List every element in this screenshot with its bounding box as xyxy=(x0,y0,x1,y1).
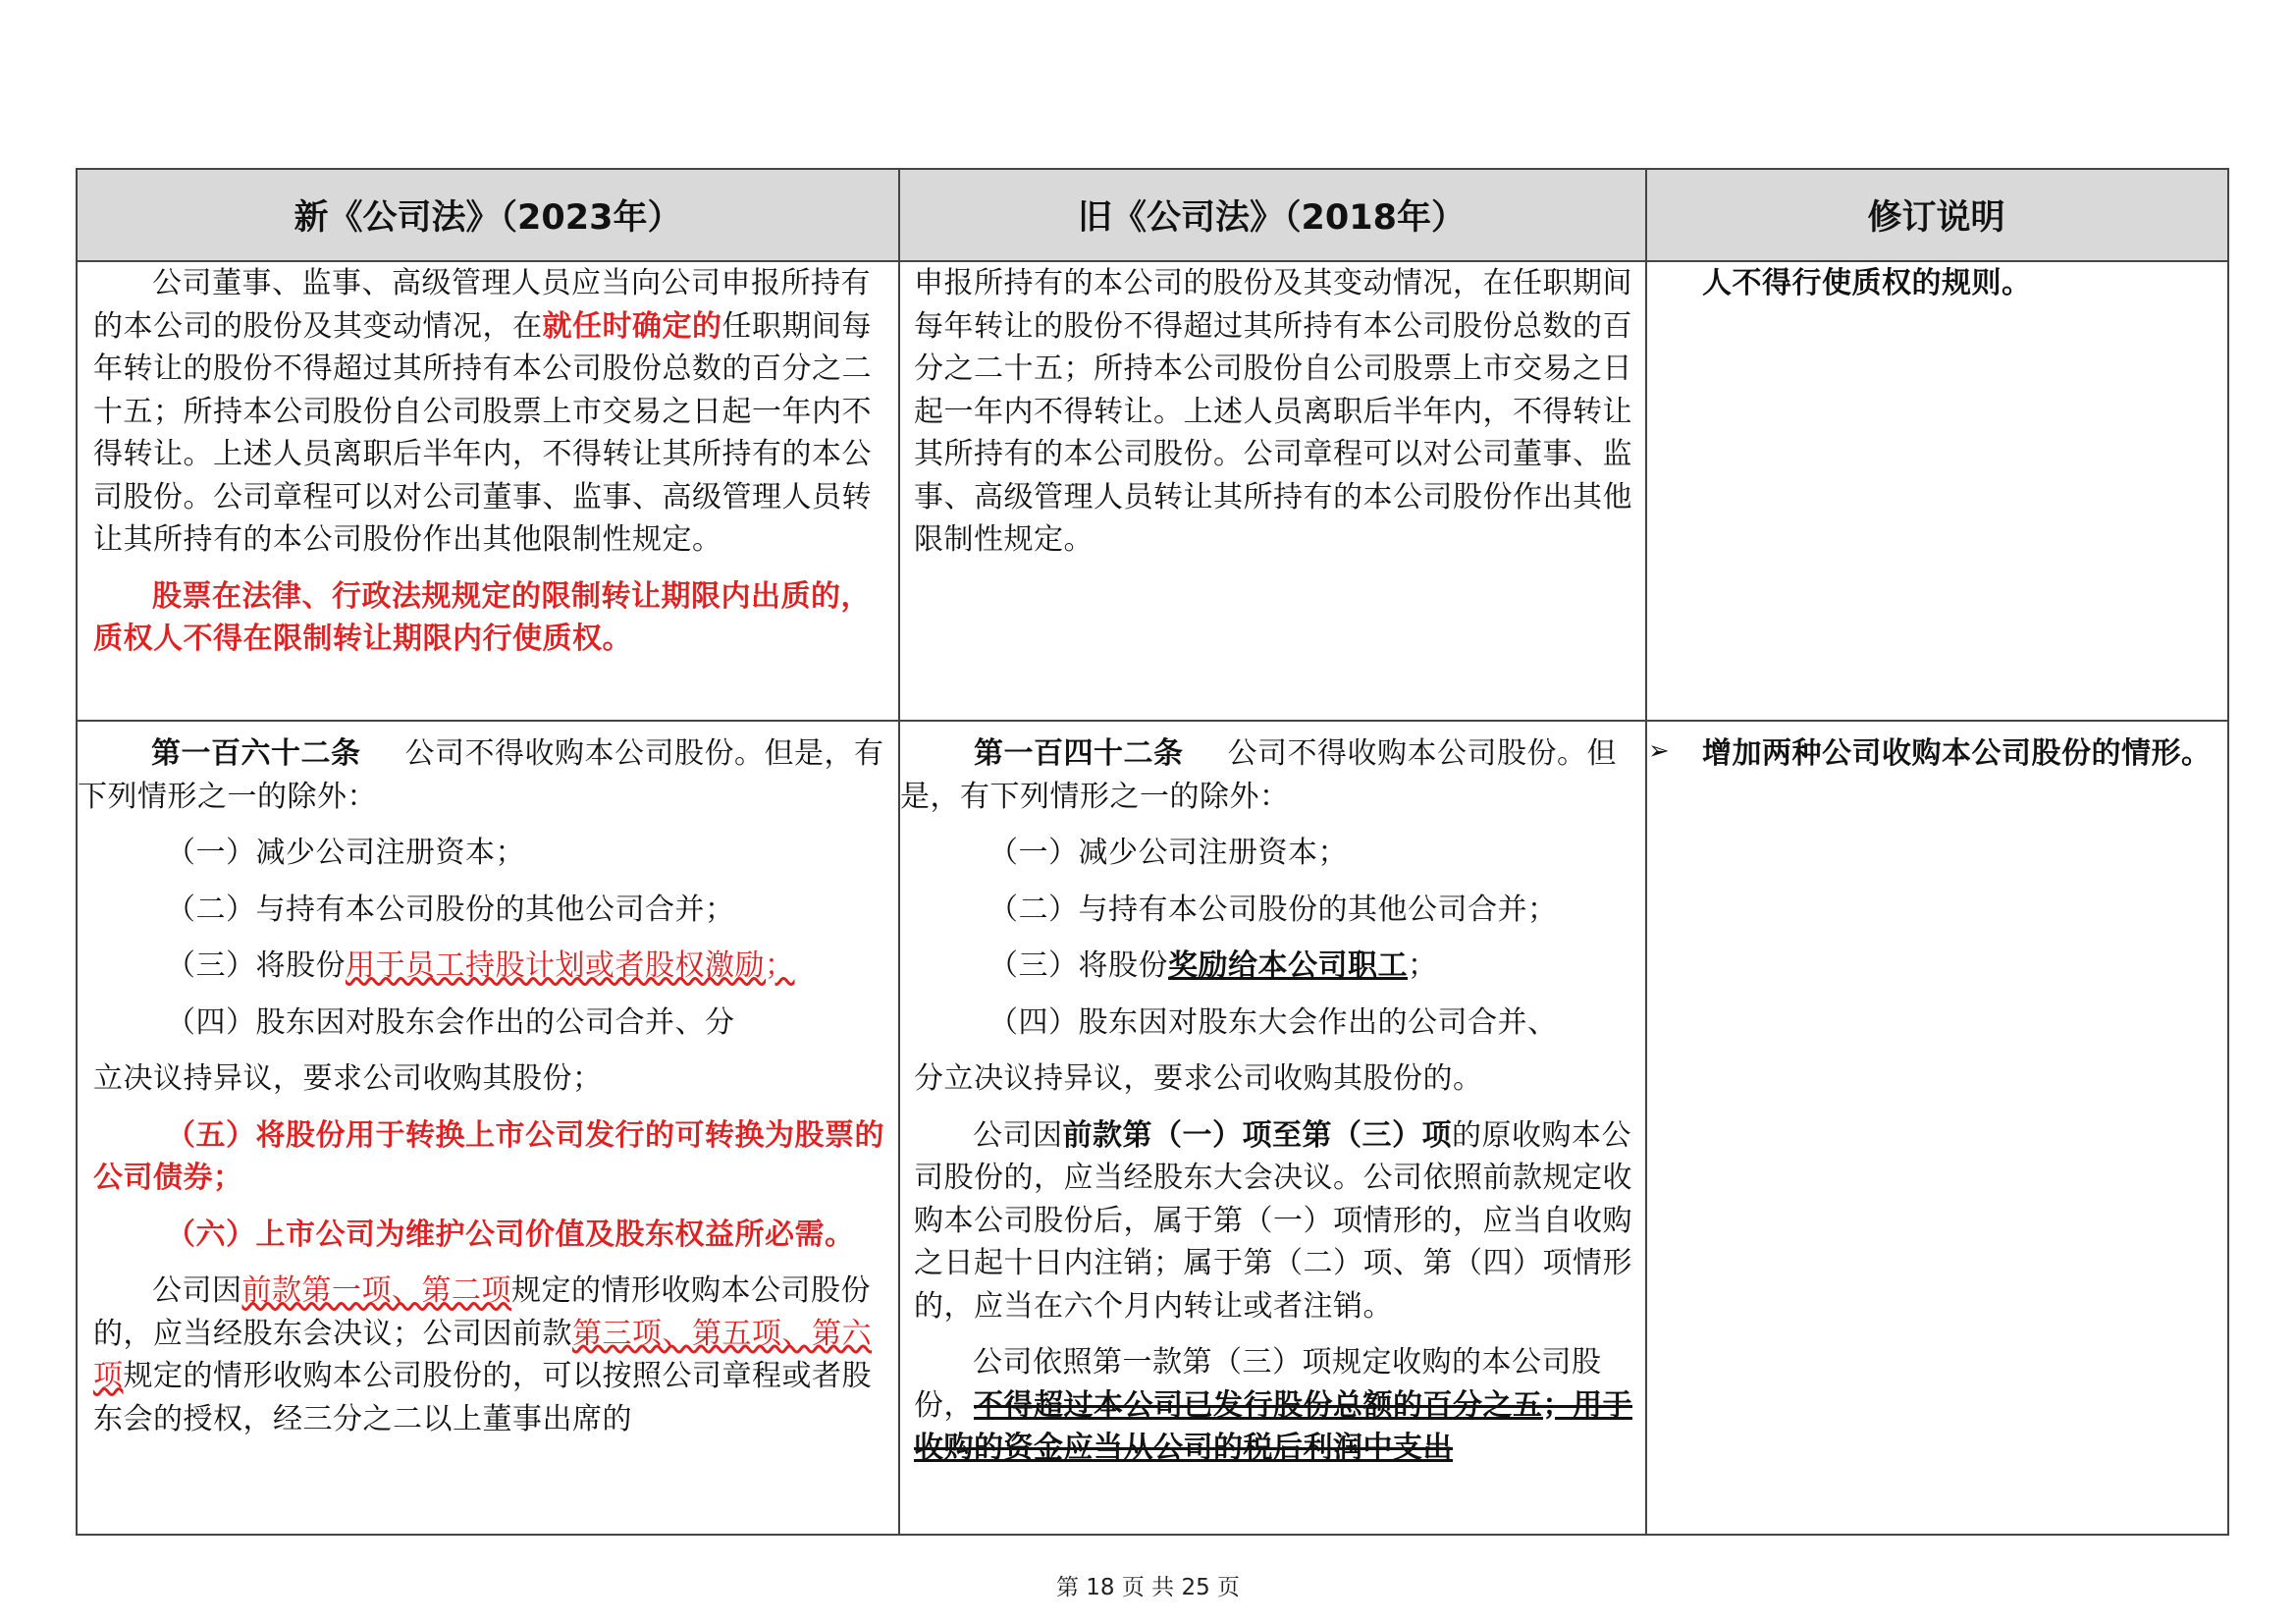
article-number: 第一百六十二条 xyxy=(151,736,361,771)
row1-new-paragraph: 公司董事、监事、高级管理人员应当向公司申报所持有的本公司的股份及其变动情况，在就任时确定的任职期间每年转让的股份不得超过其所持有本公司股份总数的百分之二十五；所持本公司股份自公司股票上市交易之日起一年内不得转让。上述人员离职后半年内，不得转让其所持有的本公司股份。公司章程可以对公司董事、监事、高级管理人员转让其所持有的本公司股份作出其他限制性规定。 xyxy=(93,266,872,557)
row2-new-cell xyxy=(78,732,888,1440)
row2-old-item-3: （三）将股份奖励给本公司职工； xyxy=(988,948,1438,983)
row2-old-paragraph-2: 公司依照第一款第（三）项规定收购的本公司股份，不得超过本公司已发行股份总额的百分之五；用于收购的资金应当从公司的税后利润中支出 xyxy=(914,1345,1632,1465)
row2-old-item-1: （一）减少公司注册资本； xyxy=(988,836,1348,870)
row1-new-pledge-paragraph: 股票在法律、行政法规规定的限制转让期限内出质的，质权人不得在限制转让期限内行使质权。 xyxy=(93,578,871,656)
row1-note-text: 人不得行使质权的规则。 xyxy=(1702,266,2032,300)
row2-note-cell xyxy=(1702,732,2213,776)
row2-old-item-2: （二）与持有本公司股份的其他公司合并； xyxy=(988,892,1558,927)
page-footer: 第 18 页 共 25 页 xyxy=(1055,1575,1241,1600)
row1-new-cell xyxy=(93,262,888,661)
column-divider xyxy=(1645,170,1647,1534)
row1-note-cell xyxy=(1702,262,2213,305)
row2-old-cell xyxy=(900,732,1636,1470)
comparison-table xyxy=(76,168,2229,1536)
arrow-bullet-icon: ➢ xyxy=(1648,736,1670,766)
row2-note-text: 增加两种公司收购本公司股份的情形。 xyxy=(1702,736,2212,771)
row2-new-item-3: （三）将股份用于员工持股计划或者股权激励； xyxy=(166,948,795,983)
row2-new-intro: 第一百六十二条 公司不得收购本公司股份。但是，有下列情形之一的除外： xyxy=(78,736,884,814)
row2-new-item-2: （二）与持有本公司股份的其他公司合并； xyxy=(166,892,735,927)
row2-old-item-4b: 分立决议持异议，要求公司收购其股份的。 xyxy=(914,1061,1483,1096)
article-number: 第一百四十二条 xyxy=(974,736,1184,771)
header-new-law: 新《公司法》（2023年） xyxy=(78,170,898,260)
header-revision-note: 修订说明 xyxy=(1645,170,2227,260)
row2-new-item-6: （六）上市公司为维护公司价值及股东权益所必需。 xyxy=(166,1217,855,1252)
row2-new-item-5: （五）将股份用于转换上市公司发行的可转换为股票的公司债券； xyxy=(93,1117,884,1195)
row-divider xyxy=(78,720,2227,722)
header-old-law: 旧《公司法》（2018年） xyxy=(898,170,1645,260)
row2-old-item-4a: （四）股东因对股东大会作出的公司合并、 xyxy=(988,1004,1558,1040)
row1-old-cell xyxy=(914,262,1635,562)
row2-new-paragraph: 公司因前款第一项、第二项规定的情形收购本公司股份的，应当经股东会决议；公司因前款第三项、第五项、第六项规定的情形收购本公司股份的，可以按照公司章程或者股东会的授权，经三分之二以上董事出席的 xyxy=(93,1273,872,1436)
row2-old-paragraph-1: 公司因前款第（一）项至第（三）项的原收购本公司股份的，应当经股东大会决议。公司依照前款规定收购本公司股份后，属于第（一）项情形的，应当自收购之日起十日内注销；属于第（二）项、第（四）项情形的，应当在六个月内转让或者注销。 xyxy=(914,1117,1632,1324)
row2-new-item-1: （一）减少公司注册资本； xyxy=(166,836,525,870)
row2-new-item-4b: 立决议持异议，要求公司收购其股份； xyxy=(93,1061,603,1096)
row2-new-item-4a: （四）股东因对股东会作出的公司合并、分 xyxy=(166,1004,735,1040)
row2-old-intro: 第一百四十二条 公司不得收购本公司股份。但是，有下列情形之一的除外： xyxy=(900,736,1617,814)
row1-old-paragraph: 申报所持有的本公司的股份及其变动情况，在任职期间每年转让的股份不得超过其所持有本公司股份总数的百分之二十五；所持本公司股份自公司股票上市交易之日起一年内不得转让。上述人员离职后半年内，不得转让其所持有的本公司股份。公司章程可以对公司董事、监事、高级管理人员转让其所持有的本公司股份作出其他限制性规定。 xyxy=(914,266,1632,557)
